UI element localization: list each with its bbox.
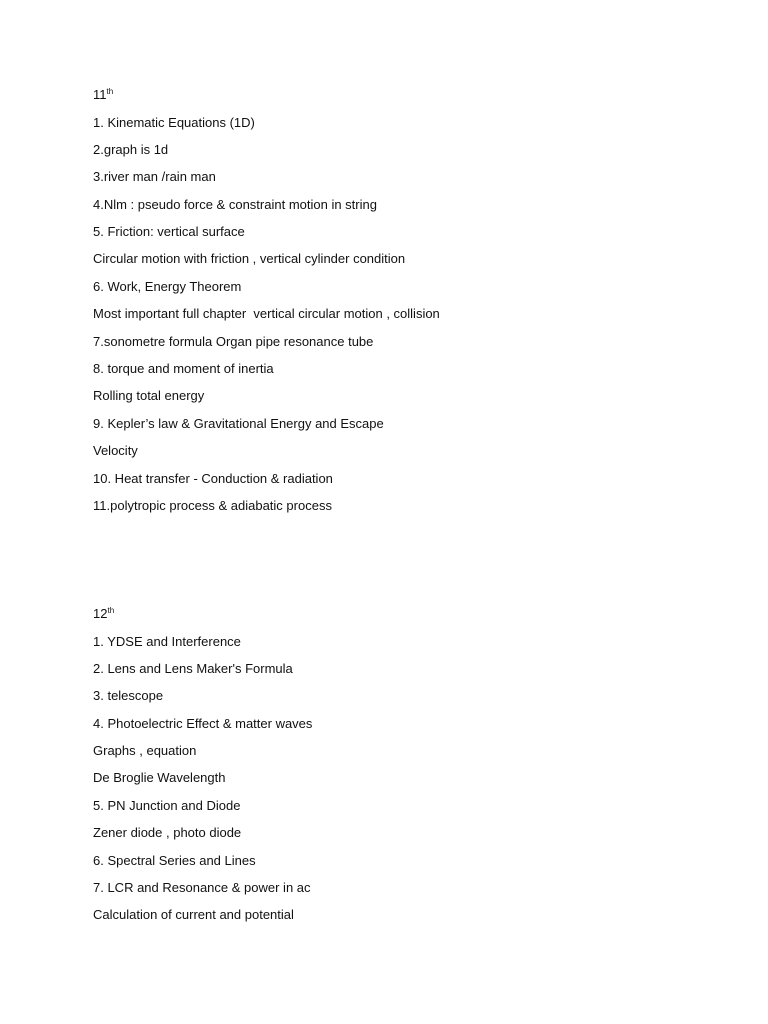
list-item: De Broglie Wavelength xyxy=(93,770,226,786)
list-item: 6. Work, Energy Theorem xyxy=(93,278,242,294)
list-item: 8. torque and moment of inertia xyxy=(93,361,274,377)
list-item: 5. PN Junction and Diode xyxy=(93,797,241,813)
list-item: 4. Photoelectric Effect & matter waves xyxy=(93,715,313,731)
list-item: 1. YDSE and Interference xyxy=(93,633,241,649)
list-item: 1. Kinematic Equations (1D) xyxy=(93,114,255,130)
list-item: 9. Kepler’s law & Gravitational Energy and Escape xyxy=(93,415,384,431)
list-item: 3.river man /rain man xyxy=(93,169,216,185)
heading-number: 11 xyxy=(93,87,107,102)
list-item: Zener diode , photo diode xyxy=(93,825,242,841)
heading-superscript: th xyxy=(106,87,114,96)
list-item: 2.graph is 1d xyxy=(93,141,169,157)
list-item: 2. Lens and Lens Maker's Formula xyxy=(93,660,293,676)
list-item: Rolling total energy xyxy=(93,388,205,404)
list-item: 7. LCR and Resonance & power in ac xyxy=(93,880,311,896)
list-item: 6. Spectral Series and Lines xyxy=(93,852,256,868)
list-item: Graphs , equation xyxy=(93,743,197,759)
list-item: 4.Nlm : pseudo force & constraint motion in string xyxy=(93,196,377,212)
section-11th xyxy=(93,86,693,524)
section-heading-12th xyxy=(93,605,693,623)
list-item: 7.sonometre formula Organ pipe resonance tube xyxy=(93,333,374,349)
heading-superscript: th xyxy=(107,606,115,615)
list-item: Circular motion with friction , vertical cylinder condition xyxy=(93,251,406,267)
section-12th xyxy=(93,605,693,934)
list-item: 10. Heat transfer - Conduction & radiation xyxy=(93,470,333,486)
list-item: 3. telescope xyxy=(93,688,164,704)
list-item: 11.polytropic process & adiabatic process xyxy=(93,497,332,513)
list-item: Most important full chapter vertical circular motion , collision xyxy=(93,306,440,322)
list-item: 5. Friction: vertical surface xyxy=(93,224,245,240)
list-item: Calculation of current and potential xyxy=(93,907,294,923)
list-item: Velocity xyxy=(93,443,138,459)
heading-number: 12 xyxy=(93,606,108,621)
section-heading-11th xyxy=(93,86,693,104)
